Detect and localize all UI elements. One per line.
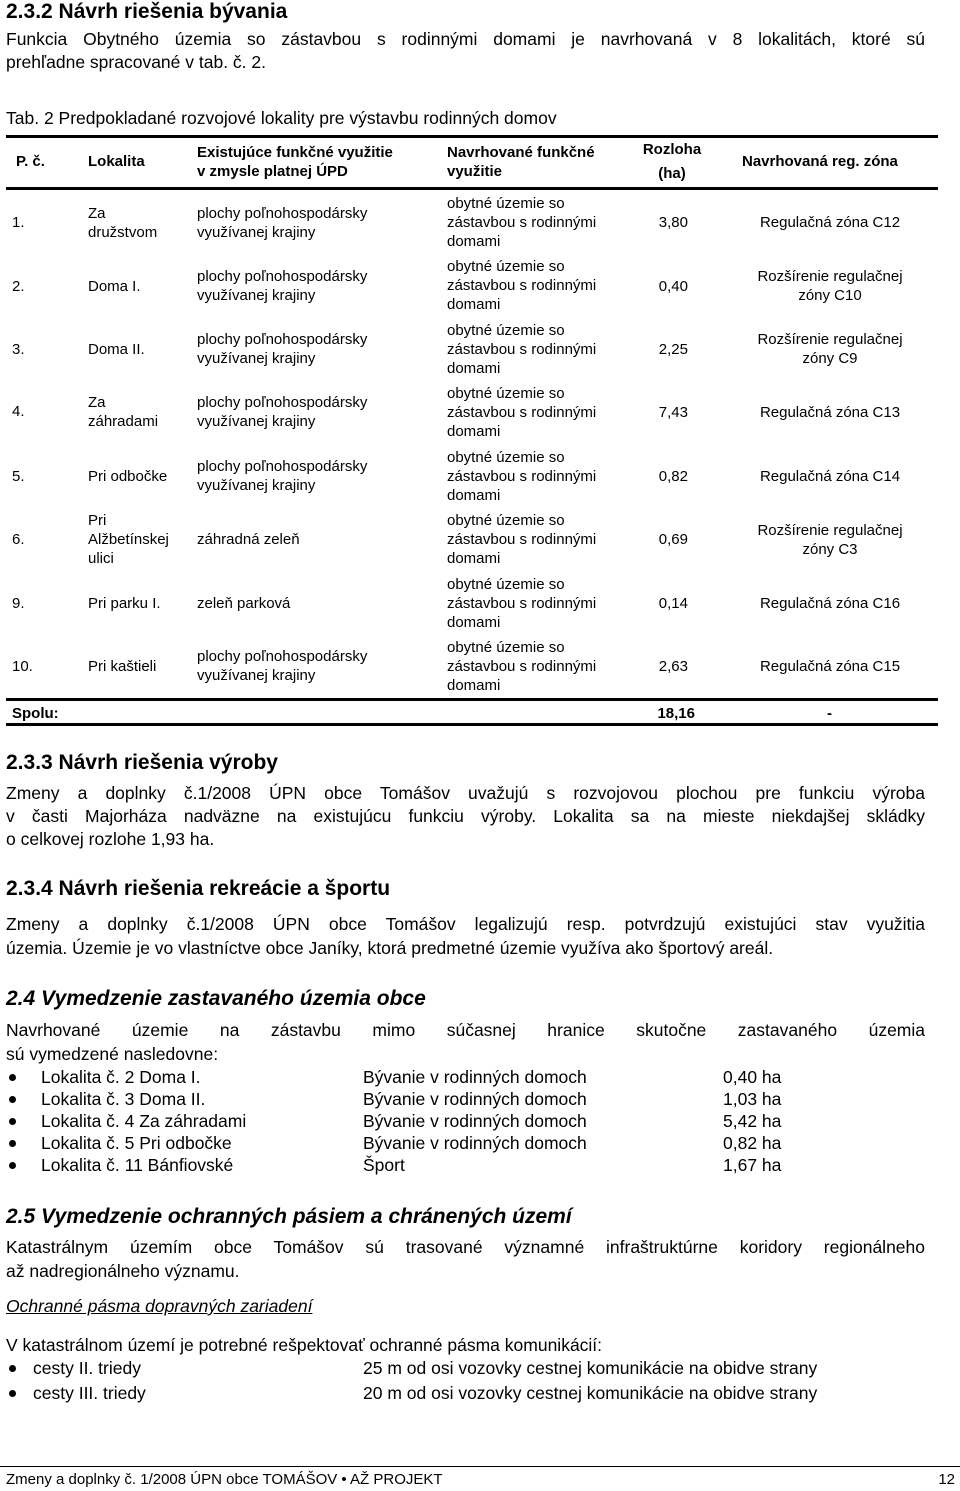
section-25-line1: Katastrálnym územím obce Tomášov sú trasované významné infraštruktúrne koridory regionálneho (6, 1237, 925, 1257)
section-233-line1: Zmeny a doplnky č.1/2008 ÚPN obce Tomášov uvažujú s rozvojovou plochou pre funkciu výroba (6, 783, 925, 803)
list-item-funkcia: Šport (363, 1155, 405, 1175)
header-navrhovane-2: využitie (447, 163, 503, 180)
cell-navrhovane: obytné územie so (447, 258, 565, 275)
cell-navrhovane-3: domami (447, 296, 501, 313)
list-item-cesta: cesty II. triedy (33, 1358, 141, 1378)
cell-zona-2: zóny C3 (802, 541, 858, 558)
cell-zona-2: zóny C10 (798, 287, 862, 304)
section-25-line3: V katastrálnom území je potrebné rešpektovať ochranné pásma komunikácií: (6, 1335, 603, 1355)
cell-navrhovane-3: domami (447, 233, 501, 250)
cell-navrhovane-3: domami (447, 360, 501, 377)
cell-zona: Regulačná zóna C12 (759, 214, 901, 231)
cell-zona: Regulačná zóna C14 (759, 468, 901, 485)
list-item-popis: 25 m od osi vozovky cestnej komunikácie na obidve strany (363, 1358, 818, 1378)
header-navrhovane-1: Navrhované funkčné (447, 144, 595, 161)
cell-rozloha: 2,63 (658, 658, 688, 675)
cell-lokalita: Doma I. (88, 278, 141, 295)
section-heading-232: 2.3.2 Návrh riešenia bývania (6, 0, 288, 23)
list-item-funkcia: Bývanie v rodinných domoch (363, 1067, 587, 1087)
table-bottom-rule (6, 723, 938, 726)
cell-lokalita: Pri (88, 512, 107, 529)
cell-navrhovane-2: zástavbou s rodinnými (447, 214, 597, 231)
cell-pc: 10. (12, 658, 33, 675)
section-24-line2: sú vymedzené nasledovne: (6, 1044, 219, 1064)
cell-pc: 6. (12, 531, 25, 548)
section-233-line2: v časti Majorháza nadväzne na existujúcu funkciu výroby. Lokalita sa na mieste niekdajšej skládky (6, 806, 925, 826)
table-header-rule (6, 187, 938, 190)
cell-lokalita-2: družstvom (88, 224, 158, 241)
list-item-rozloha: 1,67 ha (723, 1155, 782, 1175)
cell-navrhovane: obytné územie so (447, 195, 565, 212)
cell-lokalita: Za (88, 394, 106, 411)
section-25-line2: až nadregionálneho významu. (6, 1261, 240, 1281)
cell-rozloha: 0,82 (658, 468, 688, 485)
header-existujuce-1: Existujúce funkčné využitie (197, 144, 393, 161)
section-234-line2: územia. Územie je vo vlastníctve obce Janíky, ktorá predmetné územie využíva ako športový areál. (6, 938, 774, 958)
header-rozloha-1: Rozloha (642, 141, 702, 158)
total-value: 18,16 (657, 705, 695, 722)
bullet-icon (9, 1096, 16, 1103)
cell-zona: Regulačná zóna C13 (759, 404, 901, 421)
cell-lokalita: Doma II. (88, 341, 145, 358)
cell-navrhovane-2: zástavbou s rodinnými (447, 658, 597, 675)
page-number: 12 (938, 1471, 955, 1488)
section-232-line2: prehľadne spracované v tab. č. 2. (6, 52, 266, 72)
list-item-lokalita: Lokalita č. 5 Pri odbočke (41, 1133, 232, 1153)
list-item-funkcia: Bývanie v rodinných domoch (363, 1089, 587, 1109)
list-item-rozloha: 1,03 ha (723, 1089, 782, 1109)
list-item-popis: 20 m od osi vozovky cestnej komunikácie na obidve strany (363, 1383, 818, 1403)
cell-lokalita: Za (88, 205, 106, 222)
header-existujuce-2: v zmysle platnej ÚPD (197, 163, 348, 180)
cell-pc: 2. (12, 278, 25, 295)
cell-existujuce: plochy poľnohospodársky (197, 268, 368, 285)
cell-zona: Regulačná zóna C15 (759, 658, 901, 675)
cell-navrhovane-2: zástavbou s rodinnými (447, 404, 597, 421)
cell-lokalita-3: ulici (88, 550, 114, 567)
cell-navrhovane-2: zástavbou s rodinnými (447, 468, 597, 485)
cell-existujuce-2: využívanej krajiny (197, 413, 316, 430)
footer-text: Zmeny a doplnky č. 1/2008 ÚPN obce TOMÁŠOV • AŽ PROJEKT (6, 1471, 443, 1488)
section-234-line1: Zmeny a doplnky č.1/2008 ÚPN obce Tomášov legalizujú resp. potvrdzujú existujúci stav využitia (6, 914, 925, 934)
list-item-rozloha: 5,42 ha (723, 1111, 782, 1131)
cell-zona: Rozšírenie regulačnej (757, 522, 903, 539)
cell-navrhovane-2: zástavbou s rodinnými (447, 277, 597, 294)
cell-navrhovane-3: domami (447, 614, 501, 631)
cell-rozloha: 3,80 (658, 214, 688, 231)
subheading-ochranne-pasma: Ochranné pásma dopravných zariadení (6, 1296, 313, 1316)
bullet-icon (9, 1162, 16, 1169)
cell-existujuce-2: využívanej krajiny (197, 287, 316, 304)
cell-navrhovane: obytné územie so (447, 385, 565, 402)
cell-rozloha: 0,69 (658, 531, 688, 548)
cell-pc: 3. (12, 341, 25, 358)
cell-existujuce: zeleň parková (197, 595, 291, 612)
total-label: Spolu: (12, 705, 59, 722)
cell-pc: 5. (12, 468, 25, 485)
header-rozloha-2: (ha) (658, 165, 686, 182)
table-total-rule (6, 698, 938, 701)
cell-pc: 1. (12, 214, 25, 231)
cell-existujuce-2: využívanej krajiny (197, 667, 316, 684)
cell-existujuce-2: využívanej krajiny (197, 477, 316, 494)
section-233-line3: o celkovej rozlohe 1,93 ha. (6, 829, 215, 849)
cell-navrhovane-3: domami (447, 550, 501, 567)
header-pc: P. č. (16, 153, 45, 170)
cell-pc: 4. (12, 403, 25, 420)
section-heading-25: 2.5 Vymedzenie ochranných pásiem a chránených území (6, 1205, 572, 1228)
bullet-icon (9, 1365, 16, 1372)
bullet-icon (9, 1118, 16, 1125)
cell-navrhovane: obytné územie so (447, 576, 565, 593)
bullet-icon (9, 1140, 16, 1147)
list-item-funkcia: Bývanie v rodinných domoch (363, 1111, 587, 1131)
cell-navrhovane: obytné územie so (447, 449, 565, 466)
cell-zona: Regulačná zóna C16 (759, 595, 901, 612)
cell-existujuce: plochy poľnohospodársky (197, 394, 368, 411)
section-24-line1: Navrhované územie na zástavbu mimo súčasnej hranice skutočne zastavaného územia (6, 1020, 925, 1040)
cell-navrhovane-2: zástavbou s rodinnými (447, 595, 597, 612)
list-item-rozloha: 0,82 ha (723, 1133, 782, 1153)
header-lokalita: Lokalita (88, 153, 145, 170)
cell-existujuce-2: využívanej krajiny (197, 224, 316, 241)
cell-rozloha: 0,40 (658, 278, 688, 295)
cell-pc: 9. (12, 595, 25, 612)
table-caption: Tab. 2 Predpokladané rozvojové lokality pre výstavbu rodinných domov (6, 108, 557, 128)
list-item-lokalita: Lokalita č. 2 Doma I. (41, 1067, 201, 1087)
cell-rozloha: 2,25 (658, 341, 688, 358)
cell-zona: Rozšírenie regulačnej (757, 268, 903, 285)
header-zona: Navrhovaná reg. zóna (742, 153, 898, 170)
bullet-icon (9, 1074, 16, 1081)
cell-lokalita: Pri parku I. (88, 595, 161, 612)
total-zona: - (827, 705, 832, 722)
list-item-lokalita: Lokalita č. 3 Doma II. (41, 1089, 206, 1109)
cell-navrhovane: obytné územie so (447, 322, 565, 339)
cell-navrhovane-2: zástavbou s rodinnými (447, 341, 597, 358)
cell-lokalita: Pri odbočke (88, 468, 168, 485)
cell-rozloha: 7,43 (658, 404, 688, 421)
list-item-cesta: cesty III. triedy (33, 1383, 146, 1403)
section-heading-234: 2.3.4 Návrh riešenia rekreácie a športu (6, 877, 391, 900)
bullet-icon (9, 1390, 16, 1397)
cell-existujuce: plochy poľnohospodársky (197, 331, 368, 348)
section-heading-233: 2.3.3 Návrh riešenia výroby (6, 751, 278, 774)
cell-rozloha: 0,14 (658, 595, 688, 612)
cell-existujuce: záhradná zeleň (197, 531, 300, 548)
cell-navrhovane-3: domami (447, 487, 501, 504)
cell-lokalita: Pri kaštieli (88, 658, 157, 675)
cell-navrhovane: obytné územie so (447, 512, 565, 529)
list-item-rozloha: 0,40 ha (723, 1067, 782, 1087)
footer-rule (0, 1466, 960, 1467)
cell-navrhovane-3: domami (447, 677, 501, 694)
section-232-line1: Funkcia Obytného územia so zástavbou s rodinnými domami je navrhovaná v 8 lokalitách, ktoré sú (6, 29, 925, 49)
cell-lokalita-2: záhradami (88, 413, 159, 430)
cell-zona: Rozšírenie regulačnej (757, 331, 903, 348)
cell-existujuce: plochy poľnohospodársky (197, 205, 368, 222)
cell-existujuce: plochy poľnohospodársky (197, 458, 368, 475)
cell-zona-2: zóny C9 (802, 350, 858, 367)
cell-existujuce-2: využívanej krajiny (197, 350, 316, 367)
table-top-rule (6, 135, 938, 138)
cell-navrhovane: obytné územie so (447, 639, 565, 656)
list-item-lokalita: Lokalita č. 11 Bánfiovské (41, 1155, 234, 1175)
cell-lokalita-2: Alžbetínskej (88, 531, 169, 548)
cell-navrhovane-3: domami (447, 423, 501, 440)
section-heading-24: 2.4 Vymedzenie zastavaného územia obce (6, 987, 426, 1010)
cell-existujuce: plochy poľnohospodársky (197, 648, 368, 665)
list-item-funkcia: Bývanie v rodinných domoch (363, 1133, 587, 1153)
cell-navrhovane-2: zástavbou s rodinnými (447, 531, 597, 548)
list-item-lokalita: Lokalita č. 4 Za záhradami (41, 1111, 247, 1131)
